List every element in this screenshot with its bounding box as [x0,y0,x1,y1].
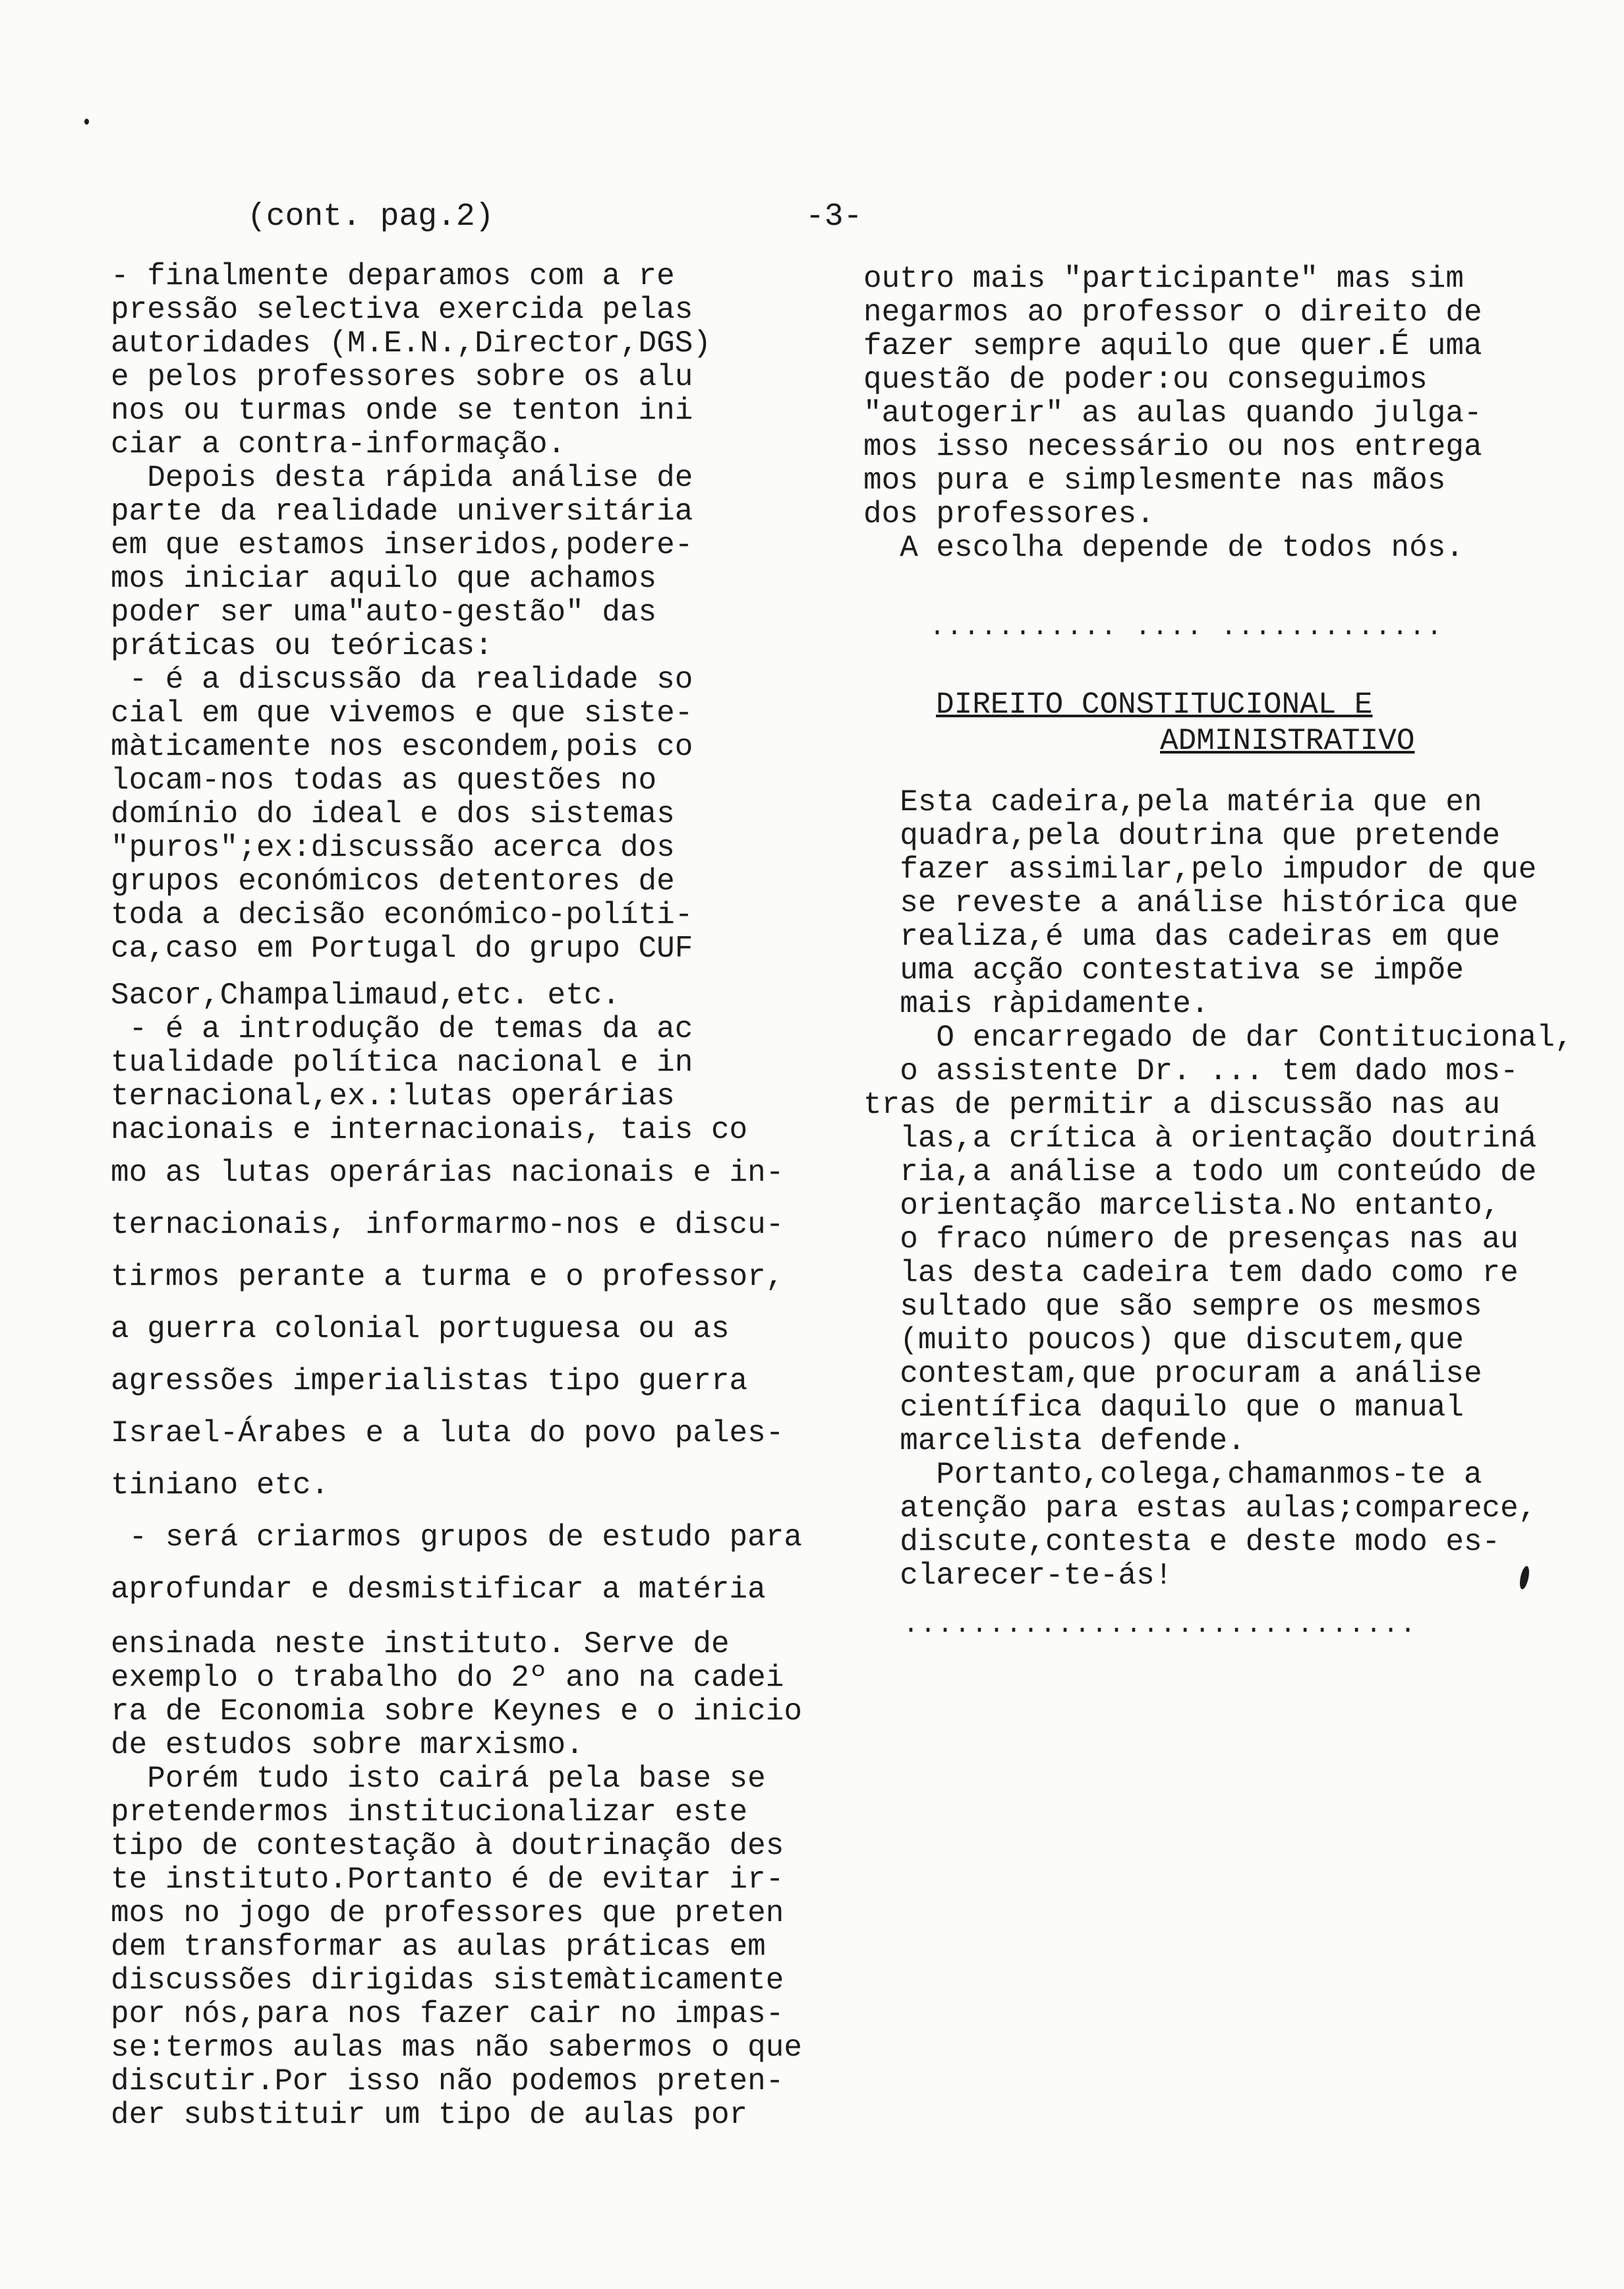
text-line: agressões imperialistas tipo guerra [111,1364,748,1398]
text-line: mos iniciar aquilo que achamos [111,562,657,596]
text-line: questão de poder:ou conseguimos [863,363,1428,397]
text-line: locam-nos todas as questões no [111,763,657,798]
text-line: A escolha depende de todos nós. [863,531,1464,565]
text-line: discute,contesta e deste modo es- [863,1525,1501,1559]
text-line: sultado que são sempre os mesmos [863,1290,1482,1324]
text-line: Portanto,colega,chamanmos-te a [863,1458,1482,1492]
text-line: ra de Economia sobre Keynes e o inicio [111,1694,802,1729]
text-line: mais ràpidamente. [863,987,1209,1021]
text-line: O encarregado de dar Contitucional, [863,1021,1573,1055]
text-line: realiza,é uma das cadeiras em que [863,920,1501,954]
text-line: por nós,para nos fazer cair no impas- [111,1997,784,2031]
ink-dot [84,119,89,125]
text-line: aprofundar e desmistificar a matéria [111,1572,766,1607]
text-line: orientação marcelista.No entanto, [863,1189,1501,1223]
text-line: - será criarmos grupos de estudo para [111,1520,802,1555]
text-line: científica daquilo que o manual [863,1390,1464,1425]
text-line: negarmos ao professor o direito de [863,295,1482,330]
text-line: tirmos perante a turma e o professor, [111,1260,784,1294]
page-number: -3- [805,199,863,235]
text-line: Porém tudo isto cairá pela base se [111,1762,766,1796]
text-line: domínio do ideal e dos sistemas [111,797,675,831]
text-line: fazer sempre aquilo que quer.É uma [863,329,1482,363]
text-line: atenção para estas aulas;comparece, [863,1491,1537,1526]
text-line: ria,a análise a todo um conteúdo de [863,1155,1537,1189]
text-line: toda a decisão económico-políti- [111,898,693,932]
text-line: (muito poucos) que discutem,que [863,1323,1464,1357]
text-line: a guerra colonial portuguesa ou as [111,1312,730,1346]
text-line: "puros";ex:discussão acerca dos [111,831,675,865]
text-line: - é a introdução de temas da ac [111,1012,693,1046]
text-line: outro mais "participante" mas sim [863,262,1464,296]
text-line: em que estamos inseridos,podere- [111,528,693,562]
text-line: de estudos sobre marxismo. [111,1728,584,1762]
text-line: - finalmente deparamos com a re [111,259,675,293]
text-line: tiniano etc. [111,1468,330,1502]
text-line: Esta cadeira,pela matéria que en [863,785,1482,819]
text-line: o fraco número de presenças nas au [863,1222,1519,1257]
text-line: der substituir um tipo de aulas por [111,2098,748,2132]
text-line: quadra,pela doutrina que pretende [863,819,1501,853]
text-line: tualidade política nacional e in [111,1046,693,1080]
text-line: te instituto.Portanto é de evitar ir- [111,1862,784,1897]
right-column [863,262,1573,1642]
text-line: pretendermos institucionalizar este [111,1795,748,1829]
text-line: e pelos professores sobre os alu [111,360,693,394]
text-line: o assistente Dr. ... tem dado mos- [863,1054,1519,1088]
text-line: mos isso necessário ou nos entrega [863,430,1482,464]
text-line: exemplo o trabalho do 2º ano na cadei [111,1661,784,1695]
text-line: màticamente nos escondem,pois co [111,730,693,764]
text-line: dos professores. [863,497,1155,531]
text-line: práticas ou teóricas: [111,629,493,663]
text-line: dem transformar as aulas práticas em [111,1930,766,1964]
text-line: fazer assimilar,pelo impudor de que [863,852,1537,887]
text-line: Israel-Árabes e a luta do povo pales- [111,1416,784,1450]
text-line: parte da realidade universitária [111,494,693,529]
text-line: discutir.Por isso não podemos preten- [111,2064,784,2098]
text-line: Depois desta rápida análise de [111,461,693,495]
text-line: cial em que vivemos e que siste- [111,696,693,730]
text-line: discussões dirigidas sistemàticamente [111,1963,784,1998]
text-line: nacionais e internacionais, tais co [111,1113,748,1147]
text-line: ensinada neste instituto. Serve de [111,1627,730,1661]
section-title-continued: ADMINISTRATIVO [1160,724,1415,758]
text-line: grupos económicos detentores de [111,864,675,899]
text-line: Sacor,Champalimaud,etc. etc. [111,978,620,1013]
text-line: "autogerir" as aulas quando julga- [863,396,1482,431]
text-line: se:termos aulas mas não sabermos o que [111,2031,802,2065]
text-line: clarecer-te-ás! [863,1559,1173,1593]
text-line: tras de permitir a discussão nas au [863,1088,1501,1122]
continuation-note: (cont. pag.2) [247,199,494,235]
separator-dots: ........... .... ............. [929,613,1444,643]
text-line: pressão selectiva exercida pelas [111,293,693,327]
text-line: mos pura e simplesmente nas mãos [863,463,1446,498]
section-title: DIREITO CONSTITUCIONAL E [936,688,1373,722]
text-line: tipo de contestação à doutrinação des [111,1829,784,1863]
text-line: - é a discussão da realidade so [111,663,693,697]
text-line: las desta cadeira tem dado como re [863,1256,1519,1290]
text-line: marcelista defende. [863,1424,1246,1458]
text-line: contestam,que procuram a análise [863,1357,1482,1391]
text-line: mo as lutas operárias nacionais e in- [111,1156,784,1190]
text-line: ca,caso em Portugal do grupo CUF [111,932,693,966]
text-line: ternacionais, informarmo-nos e discu- [111,1208,784,1242]
left-column [111,259,802,2132]
text-line: mos no jogo de professores que preten [111,1896,784,1930]
text-line: se reveste a análise histórica que [863,886,1519,920]
text-line: uma acção contestativa se impõe [863,953,1464,988]
text-line: ternacional,ex.:lutas operárias [111,1079,675,1114]
text-line: ciar a contra-informação. [111,427,566,461]
text-line: nos ou turmas onde se tenton ini [111,394,693,428]
separator-dots: .............................. [903,1611,1418,1640]
text-line: poder ser uma"auto-gestão" das [111,595,657,630]
text-line: las,a crítica à orientação doutriná [863,1121,1537,1156]
text-line: autoridades (M.E.N.,Director,DGS) [111,326,711,361]
